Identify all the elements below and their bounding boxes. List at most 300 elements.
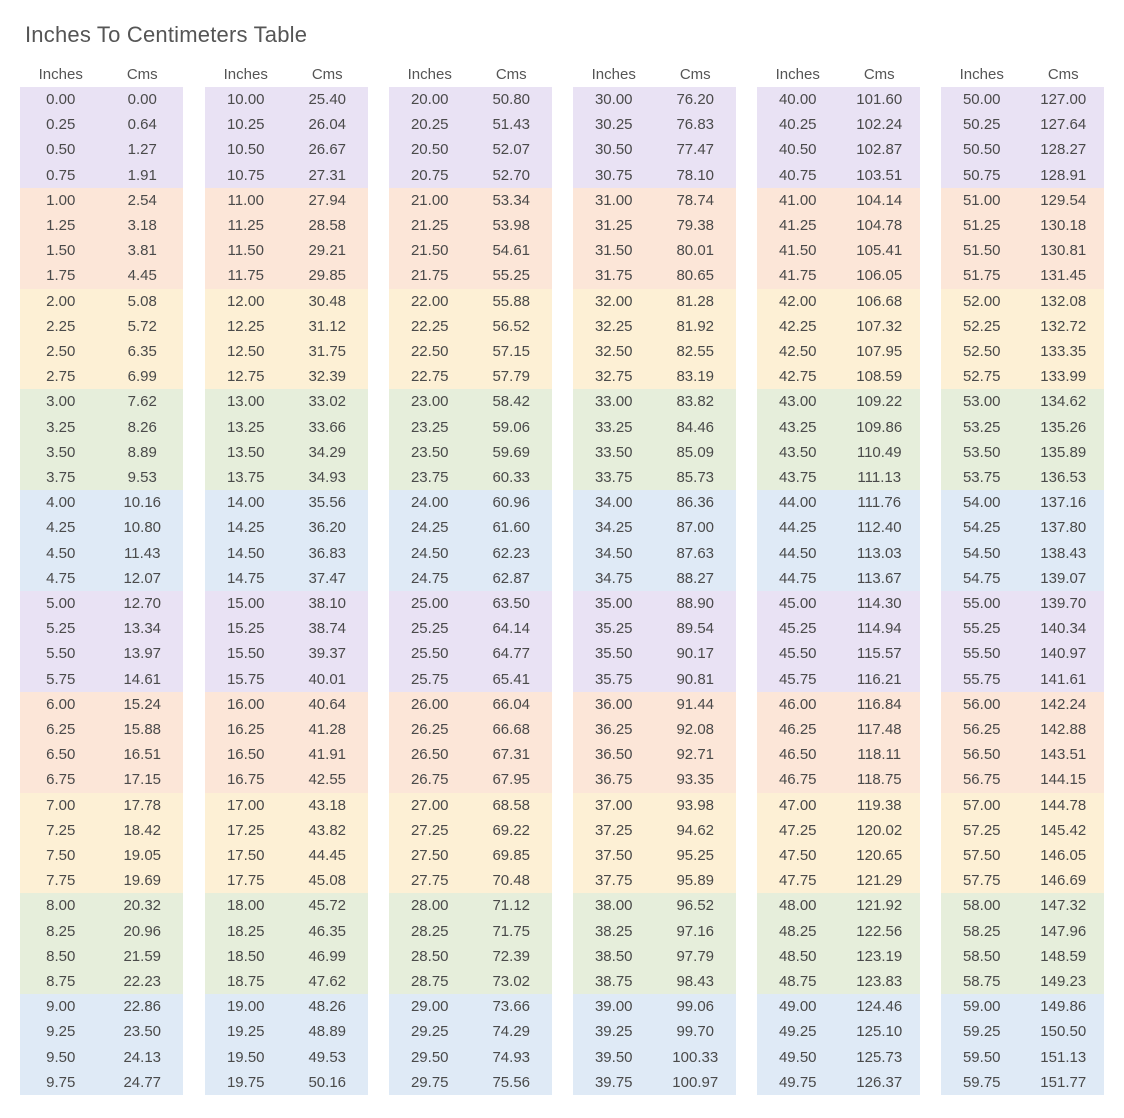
cms-cell: 95.89 [676, 872, 715, 890]
table-row [389, 87, 552, 112]
cms-cell: 104.78 [856, 217, 903, 235]
table-row [573, 591, 736, 616]
inches-cell: 28.50 [410, 947, 449, 965]
cms-cell: 120.02 [856, 821, 903, 839]
cms-cell: 20.96 [123, 922, 162, 940]
table-row [757, 1070, 920, 1095]
cms-cell: 46.35 [308, 922, 347, 940]
inches-cell: 57.50 [962, 847, 1001, 865]
color-band [20, 289, 183, 390]
table-row [757, 893, 920, 918]
cms-cell: 31.75 [308, 343, 347, 361]
inches-cell: 27.00 [410, 796, 449, 814]
cms-cell: 78.10 [676, 166, 715, 184]
cms-cell: 64.14 [492, 620, 531, 638]
cms-cell: 136.53 [1040, 469, 1087, 487]
table-row [757, 1045, 920, 1070]
inches-cell: 35.75 [594, 670, 633, 688]
cms-cell: 60.96 [492, 494, 531, 512]
inches-cell: 6.50 [46, 746, 76, 764]
inches-cell: 20.25 [410, 116, 449, 134]
cms-cell: 55.25 [492, 267, 531, 285]
table-row [20, 717, 183, 742]
inches-cell: 9.75 [46, 1073, 76, 1091]
table-row [573, 919, 736, 944]
cms-cell: 137.80 [1040, 519, 1087, 537]
inches-cell: 33.50 [594, 443, 633, 461]
inches-cell: 33.75 [594, 469, 633, 487]
cms-cell: 81.28 [676, 292, 715, 310]
table-row [389, 641, 552, 666]
inches-cell: 13.00 [226, 393, 265, 411]
inches-cell: 9.50 [46, 1048, 76, 1066]
inches-cell: 49.00 [778, 998, 817, 1016]
inches-cell: 53.50 [962, 443, 1001, 461]
table-row [20, 112, 183, 137]
cms-cell: 108.59 [856, 368, 903, 386]
inches-cell: 53.00 [962, 393, 1001, 411]
inches-cell: 12.75 [226, 368, 265, 386]
cms-cell: 55.88 [492, 292, 531, 310]
table-row [941, 566, 1104, 591]
table-row [573, 440, 736, 465]
table-row [20, 1019, 183, 1044]
table-row [205, 490, 368, 515]
table-row [941, 87, 1104, 112]
inches-cell: 36.50 [594, 746, 633, 764]
table-row [573, 339, 736, 364]
table-row [573, 944, 736, 969]
color-band [941, 893, 1104, 994]
cms-cell: 122.56 [856, 922, 903, 940]
table-row [205, 389, 368, 414]
table-row [205, 415, 368, 440]
cms-cell: 85.73 [676, 469, 715, 487]
cms-cell: 66.04 [492, 695, 531, 713]
cms-cell: 144.78 [1040, 796, 1087, 814]
cms-cell: 147.96 [1040, 922, 1087, 940]
inches-cell: 5.25 [46, 620, 76, 638]
cms-cell: 45.72 [308, 897, 347, 915]
table-row [941, 767, 1104, 792]
cms-cell: 38.10 [308, 595, 347, 613]
cms-cell: 27.31 [308, 166, 347, 184]
table-row [205, 667, 368, 692]
inches-cell: 28.25 [410, 922, 449, 940]
table-row [20, 641, 183, 666]
color-band [941, 793, 1104, 894]
table-row [757, 944, 920, 969]
cms-cell: 51.43 [492, 116, 531, 134]
cms-cell: 31.12 [308, 317, 347, 335]
cms-cell: 119.38 [856, 796, 902, 814]
cms-cell: 24.77 [123, 1073, 162, 1091]
inches-cell: 59.25 [962, 1023, 1001, 1041]
cms-cell: 126.37 [856, 1073, 903, 1091]
inches-cell: 24.50 [410, 544, 449, 562]
table-row [941, 1045, 1104, 1070]
cms-cell: 97.79 [676, 947, 715, 965]
cms-cell: 123.19 [856, 947, 903, 965]
cms-cell: 57.15 [492, 343, 531, 361]
inches-cell: 49.25 [778, 1023, 817, 1041]
table-row [205, 919, 368, 944]
table-row [20, 1045, 183, 1070]
table-row [757, 389, 920, 414]
cms-cell: 30.48 [308, 292, 347, 310]
table-row [20, 490, 183, 515]
cms-header: Cms [311, 66, 343, 83]
table-row [573, 767, 736, 792]
cms-cell: 82.55 [676, 343, 715, 361]
inches-cell: 6.25 [46, 721, 76, 739]
inches-cell: 52.50 [962, 343, 1001, 361]
inches-cell: 40.00 [778, 91, 817, 109]
inches-cell: 50.50 [962, 141, 1001, 159]
cms-cell: 146.69 [1040, 872, 1087, 890]
inches-cell: 19.00 [226, 998, 265, 1016]
cms-cell: 94.62 [676, 821, 715, 839]
color-band [205, 994, 368, 1095]
inches-cell: 26.50 [410, 746, 449, 764]
inches-cell: 5.00 [46, 595, 76, 613]
cms-cell: 90.81 [676, 670, 715, 688]
inches-header: Inches [775, 66, 820, 83]
table-row [20, 188, 183, 213]
inches-cell: 42.00 [778, 292, 817, 310]
table-row [573, 818, 736, 843]
inches-cell: 34.00 [594, 494, 633, 512]
cms-cell: 50.80 [492, 91, 531, 109]
color-band [941, 692, 1104, 793]
cms-cell: 99.06 [676, 998, 715, 1016]
color-band [941, 389, 1104, 490]
table-row [389, 314, 552, 339]
inches-cell: 30.00 [594, 91, 633, 109]
color-band [757, 188, 920, 289]
table-row [941, 364, 1104, 389]
cms-cell: 128.27 [1040, 141, 1087, 159]
cms-cell: 50.16 [308, 1073, 347, 1091]
cms-cell: 15.88 [123, 721, 162, 739]
inches-cell: 54.75 [962, 569, 1001, 587]
cms-cell: 68.58 [492, 796, 531, 814]
table-row [573, 616, 736, 641]
table-row [205, 1070, 368, 1095]
table-row [20, 364, 183, 389]
inches-cell: 51.50 [962, 242, 1001, 260]
inches-cell: 49.75 [778, 1073, 817, 1091]
inches-cell: 12.50 [226, 343, 265, 361]
inches-cell: 24.00 [410, 494, 449, 512]
cms-cell: 83.82 [676, 393, 715, 411]
table-row [757, 213, 920, 238]
cms-cell: 52.70 [492, 166, 531, 184]
color-band [205, 692, 368, 793]
color-band [757, 793, 920, 894]
cms-cell: 48.89 [308, 1023, 347, 1041]
inches-cell: 2.75 [46, 368, 76, 386]
cms-cell: 13.34 [123, 620, 162, 638]
table-row [573, 213, 736, 238]
table-row [757, 919, 920, 944]
cms-cell: 60.33 [492, 469, 531, 487]
inches-cell: 37.75 [594, 872, 633, 890]
inches-cell: 56.00 [962, 695, 1001, 713]
inches-header: Inches [959, 66, 1004, 83]
inches-cell: 18.00 [226, 897, 265, 915]
inches-cell: 25.00 [410, 595, 449, 613]
color-band [20, 87, 183, 188]
cms-cell: 71.12 [492, 897, 531, 915]
table-row [941, 641, 1104, 666]
table-row [389, 616, 552, 641]
cms-cell: 19.69 [123, 872, 162, 890]
cms-cell: 41.91 [308, 746, 347, 764]
inches-cell: 39.75 [594, 1073, 633, 1091]
color-band [20, 490, 183, 591]
table-row [757, 843, 920, 868]
cms-cell: 27.94 [308, 191, 347, 209]
cms-cell: 59.69 [492, 443, 531, 461]
table-row [573, 87, 736, 112]
inches-cell: 59.00 [962, 998, 1001, 1016]
inches-cell: 38.00 [594, 897, 633, 915]
inches-cell: 32.00 [594, 292, 633, 310]
cms-cell: 104.14 [856, 191, 903, 209]
cms-cell: 95.25 [676, 847, 715, 865]
table-row [941, 717, 1104, 742]
table-row [389, 263, 552, 288]
inches-cell: 31.25 [594, 217, 633, 235]
inches-cell: 0.00 [46, 91, 76, 109]
table-row [941, 490, 1104, 515]
table-row [389, 389, 552, 414]
table-row [389, 944, 552, 969]
table-row [941, 289, 1104, 314]
cms-cell: 20.32 [123, 897, 162, 915]
inches-cell: 46.50 [778, 746, 817, 764]
table-row [389, 364, 552, 389]
table-row [389, 137, 552, 162]
inches-cell: 32.50 [594, 343, 633, 361]
inches-cell: 14.50 [226, 544, 265, 562]
cms-cell: 11.43 [124, 544, 161, 562]
inches-cell: 47.50 [778, 847, 817, 865]
inches-cell: 16.25 [226, 721, 265, 739]
cms-cell: 40.01 [308, 670, 347, 688]
cms-cell: 151.13 [1040, 1048, 1087, 1066]
inches-cell: 19.75 [226, 1073, 265, 1091]
color-band [20, 188, 183, 289]
inches-cell: 15.75 [226, 670, 265, 688]
cms-cell: 14.61 [123, 670, 162, 688]
inches-header: Inches [407, 66, 452, 83]
inches-cell: 8.25 [46, 922, 76, 940]
cms-cell: 79.38 [676, 217, 715, 235]
table-row [205, 591, 368, 616]
cms-cell: 87.63 [676, 544, 715, 562]
inches-cell: 50.00 [962, 91, 1001, 109]
inches-cell: 18.50 [226, 947, 265, 965]
cms-cell: 67.31 [492, 746, 531, 764]
inches-cell: 11.50 [227, 242, 264, 260]
table-row [389, 591, 552, 616]
table-row [757, 969, 920, 994]
inches-cell: 40.50 [778, 141, 817, 159]
color-band [573, 893, 736, 994]
inches-cell: 41.50 [778, 242, 817, 260]
cms-cell: 69.85 [492, 847, 531, 865]
cms-cell: 148.59 [1040, 947, 1087, 965]
cms-cell: 80.01 [676, 242, 715, 260]
inches-cell: 36.75 [594, 771, 633, 789]
cms-cell: 44.45 [308, 847, 347, 865]
inches-cell: 20.00 [410, 91, 449, 109]
table-row [205, 364, 368, 389]
color-band [389, 591, 552, 692]
table-row [205, 944, 368, 969]
table-row [573, 843, 736, 868]
table-row [20, 515, 183, 540]
cms-cell: 36.20 [308, 519, 347, 537]
table-row [20, 969, 183, 994]
table-row [205, 238, 368, 263]
color-band [389, 188, 552, 289]
table-row [389, 440, 552, 465]
inches-cell: 30.75 [594, 166, 633, 184]
inches-cell: 52.00 [962, 292, 1001, 310]
inches-cell: 48.50 [778, 947, 817, 965]
inches-cell: 35.00 [594, 595, 633, 613]
cms-cell: 12.07 [123, 569, 162, 587]
color-band [573, 389, 736, 490]
color-band [757, 591, 920, 692]
inches-cell: 37.50 [594, 847, 633, 865]
table-row [20, 616, 183, 641]
inches-cell: 48.25 [778, 922, 817, 940]
color-band [389, 490, 552, 591]
cms-cell: 10.16 [123, 494, 162, 512]
inches-cell: 55.50 [962, 645, 1001, 663]
table-row [941, 137, 1104, 162]
table-row [389, 490, 552, 515]
color-band [573, 87, 736, 188]
cms-cell: 45.08 [308, 872, 347, 890]
color-band [757, 490, 920, 591]
cms-cell: 109.22 [856, 393, 903, 411]
cms-cell: 135.89 [1040, 443, 1087, 461]
inches-cell: 12.25 [226, 317, 265, 335]
cms-cell: 129.54 [1040, 191, 1087, 209]
inches-cell: 52.75 [962, 368, 1001, 386]
inches-cell: 10.75 [226, 166, 265, 184]
inches-cell: 18.25 [226, 922, 265, 940]
table-row [573, 490, 736, 515]
conversion-table [573, 63, 736, 1095]
cms-cell: 21.59 [123, 947, 162, 965]
table-row [573, 1019, 736, 1044]
cms-cell: 146.05 [1040, 847, 1087, 865]
table-row [205, 263, 368, 288]
table-row [941, 868, 1104, 893]
inches-cell: 36.25 [594, 721, 633, 739]
table-row [389, 1045, 552, 1070]
cms-cell: 113.67 [856, 569, 902, 587]
table-row [205, 717, 368, 742]
table-row [757, 465, 920, 490]
table-row [205, 868, 368, 893]
cms-cell: 22.86 [123, 998, 162, 1016]
inches-cell: 47.75 [778, 872, 817, 890]
cms-cell: 10.80 [123, 519, 162, 537]
table-row [205, 289, 368, 314]
cms-cell: 9.53 [127, 469, 157, 487]
inches-cell: 31.75 [594, 267, 633, 285]
cms-cell: 130.18 [1040, 217, 1087, 235]
cms-cell: 123.83 [856, 973, 903, 991]
inches-cell: 33.25 [594, 418, 633, 436]
color-band [389, 893, 552, 994]
cms-cell: 1.27 [127, 141, 157, 159]
inches-cell: 29.50 [410, 1048, 449, 1066]
inches-cell: 1.25 [46, 217, 76, 235]
cms-cell: 28.58 [308, 217, 347, 235]
cms-cell: 33.02 [308, 393, 347, 411]
inches-cell: 47.00 [778, 796, 817, 814]
table-row [205, 188, 368, 213]
inches-cell: 44.25 [778, 519, 817, 537]
inches-cell: 30.50 [594, 141, 633, 159]
inches-cell: 1.50 [46, 242, 76, 260]
table-row [941, 919, 1104, 944]
table-row [573, 893, 736, 918]
table-row [757, 667, 920, 692]
table-row [941, 238, 1104, 263]
inches-cell: 5.50 [46, 645, 76, 663]
table-row [389, 1019, 552, 1044]
cms-cell: 4.45 [127, 267, 157, 285]
table-row [205, 1019, 368, 1044]
inches-cell: 42.25 [778, 317, 817, 335]
cms-cell: 76.20 [676, 91, 715, 109]
table-row [573, 238, 736, 263]
inches-cell: 38.25 [594, 922, 633, 940]
cms-cell: 8.26 [127, 418, 157, 436]
color-band [941, 87, 1104, 188]
table-row [757, 238, 920, 263]
inches-cell: 8.50 [46, 947, 76, 965]
table-header [20, 63, 183, 87]
table-row [205, 1045, 368, 1070]
inches-header: Inches [38, 66, 83, 83]
table-row [20, 692, 183, 717]
cms-cell: 113.03 [856, 544, 902, 562]
table-row [757, 339, 920, 364]
cms-cell: 117.48 [856, 721, 902, 739]
inches-cell: 15.00 [226, 595, 265, 613]
color-band [573, 490, 736, 591]
table-row [941, 188, 1104, 213]
cms-cell: 72.39 [492, 947, 531, 965]
table-row [941, 994, 1104, 1019]
table-row [757, 289, 920, 314]
table-row [389, 717, 552, 742]
table-row [389, 188, 552, 213]
inches-cell: 21.50 [410, 242, 449, 260]
table-row [389, 112, 552, 137]
table-row [205, 893, 368, 918]
